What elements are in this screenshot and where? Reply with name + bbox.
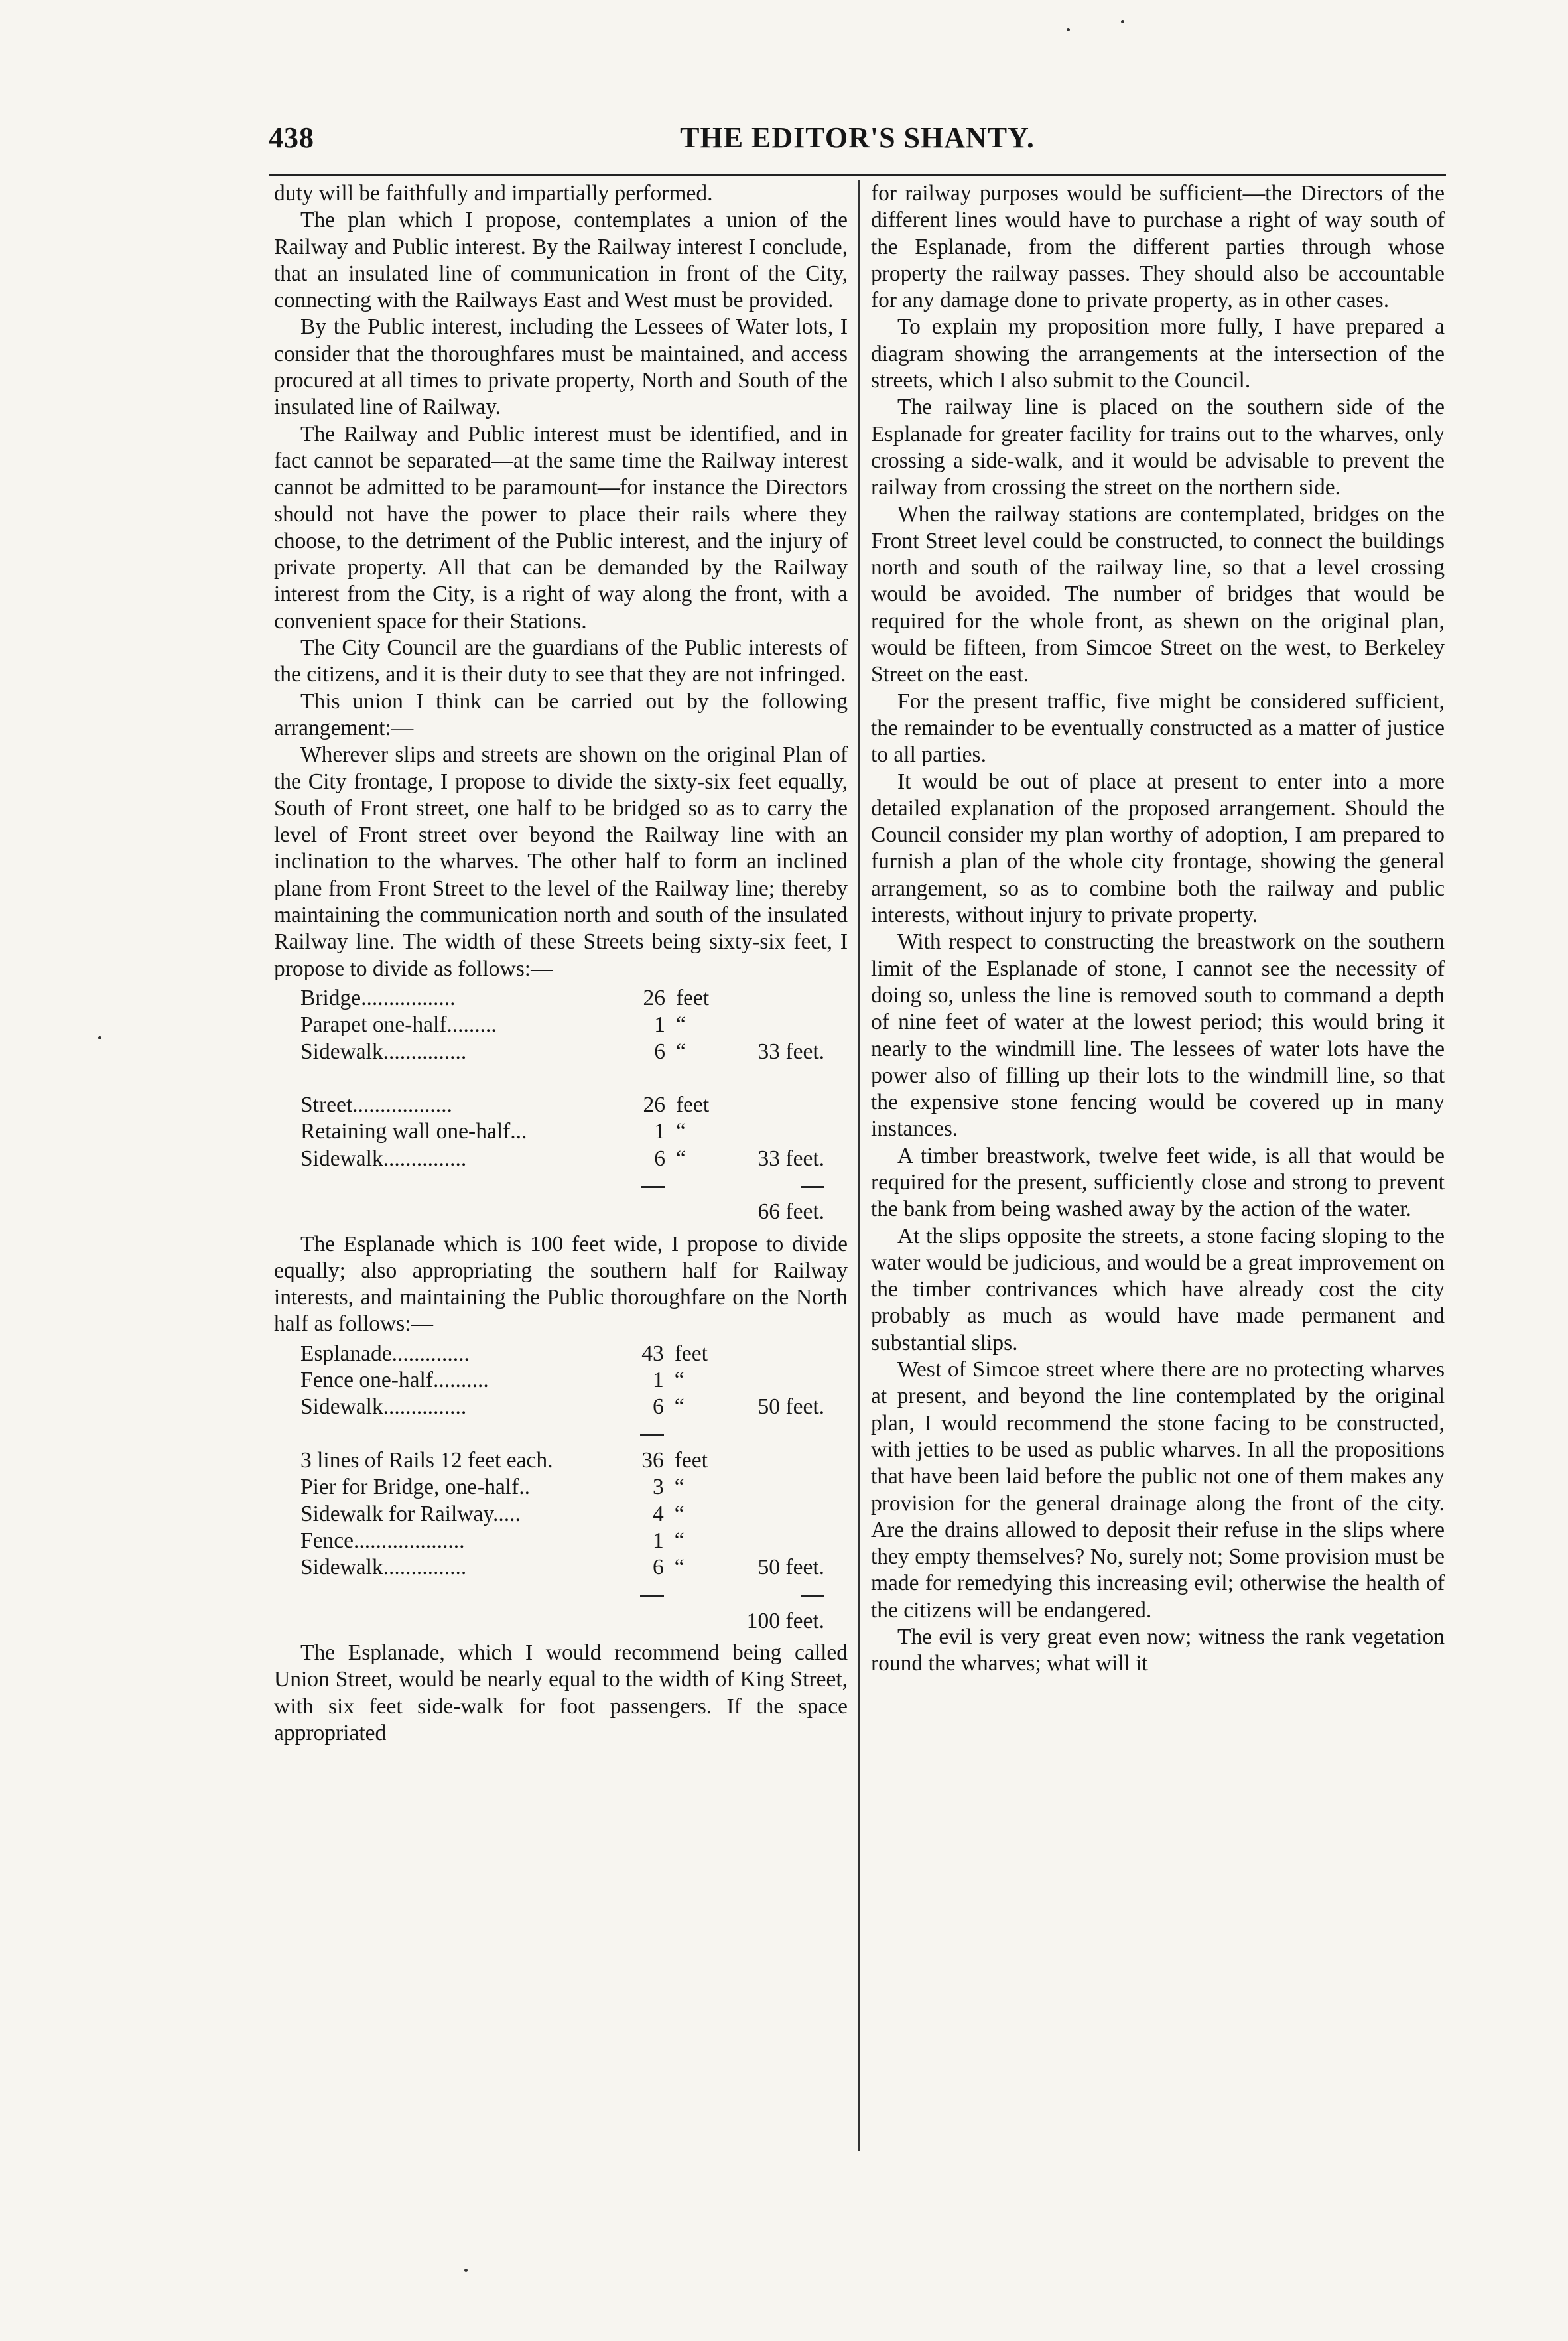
row-value: 1 [654, 1119, 665, 1144]
table-row [300, 1528, 824, 1554]
paragraph: The Esplanade, which I would recommend being called Union Street, would be nearly equal to the width of King Street, with six feet side-walk for foot passengers. If the space appropriated [274, 1640, 848, 1745]
row-total [749, 1092, 824, 1118]
row-value: 6 [654, 1039, 665, 1064]
table-row [300, 1039, 824, 1065]
grand-total: 100 feet. [746, 1608, 824, 1633]
row-value: 1 [653, 1368, 664, 1393]
row-total [749, 1012, 824, 1038]
paragraph: The Railway and Public interest must be identified, and in fact cannot be separated—at the same time the Railway interest cannot be admitted to be paramount—for instance the Directors should not have the power to place their rails where they choose, to the detriment of the Public interest, and the injury of private property. All that can be demanded by the Railway interest from the City, is a right of way along the front, with a convenient space for their Stations. [274, 421, 848, 634]
row-total: 33 feet. [757, 1039, 824, 1064]
table-row [300, 1474, 824, 1501]
row-value: 3 [653, 1475, 664, 1500]
sum-rule [640, 1595, 664, 1597]
running-title: THE EDITOR'S SHANTY. [680, 121, 1035, 154]
paragraph: for railway purposes would be sufficient—the Directors of the different lines would have to purchase a right of way south of the Esplanade, from the different parties through whose property the railway passes. They should also be accountable for any damage done to private property, as in other cases. [871, 181, 1445, 313]
row-value: 6 [654, 1146, 665, 1171]
row-total: 33 feet. [757, 1146, 824, 1171]
row-value: 43 [641, 1341, 664, 1366]
row-label: Street.................. [300, 1093, 452, 1118]
row-label: Parapet one-half......... [300, 1012, 497, 1037]
row-total [749, 985, 824, 1012]
row-total [747, 1474, 824, 1501]
row-unit: “ [674, 1501, 685, 1526]
scan-speck [98, 1036, 101, 1039]
paragraph: A timber breastwork, twelve feet wide, is all that would be required for the present, sufficiently close and strong to prevent the bank from being washed away by the action of the water. [871, 1143, 1445, 1222]
row-label: Sidewalk............... [300, 1555, 467, 1580]
table-row [300, 1012, 824, 1038]
table-row [300, 1118, 824, 1145]
paragraph: When the railway stations are contemplated, bridges on the Front Street level could be constructed, to connect the buildings north and south of the railway line, so that a level crossing would be avoided. The number of bridges that would be required for the whole front, as shewn on the original plan, would be fifteen, from Simcoe Street on the west, to Berkeley Street on the east. [871, 502, 1445, 687]
table-row [300, 1394, 824, 1420]
row-unit: “ [676, 1146, 686, 1171]
row-unit: feet [676, 1093, 710, 1118]
sum-rule [801, 1186, 824, 1188]
row-value: 6 [653, 1394, 664, 1420]
sum-rule [641, 1186, 665, 1188]
row-value: 6 [653, 1555, 664, 1580]
row-unit: “ [676, 1039, 686, 1064]
left-column [274, 180, 848, 1747]
row-label: Retaining wall one-half... [300, 1119, 527, 1144]
row-value: 1 [654, 1012, 665, 1037]
row-unit: “ [674, 1394, 685, 1420]
table-row [300, 985, 824, 1012]
row-label: Pier for Bridge, one-half.. [300, 1475, 531, 1500]
paragraph: The railway line is placed on the southern side of the Esplanade for greater facility for trains out to the wharves, only crossing a side-walk, and it would be advisable to prevent the railway from crossing the street on the northern side. [871, 395, 1445, 500]
row-value: 1 [653, 1528, 664, 1553]
row-total [749, 1118, 824, 1145]
scan-speck [1067, 28, 1070, 31]
row-value: 26 [643, 1093, 665, 1118]
row-unit: “ [674, 1555, 685, 1580]
table-row [300, 1447, 824, 1474]
paragraph: To explain my proposition more fully, I have prepared a diagram showing the arrangements at the intersection of the streets, which I also submit to the Council. [871, 314, 1445, 393]
paragraph: The plan which I propose, contemplates a union of the Railway and Public interest. By the Railway interest I conclude, that an insulated line of communication in front of the City, connecting with the Railways East and West must be provided. [274, 208, 848, 313]
row-label: Bridge................. [300, 985, 456, 1010]
row-unit: “ [674, 1368, 685, 1393]
scan-speck [464, 2269, 468, 2272]
table-rule-row [300, 1172, 824, 1199]
paragraph: The evil is very great even now; witness the rank vegetation round the wharves; what will it [871, 1625, 1445, 1676]
row-total: 50 feet. [757, 1394, 824, 1420]
paragraph: West of Simcoe street where there are no protecting wharves at present, and beyond the line contemplated by the original plan, I would recommend the stone facing to be constructed, with jetties to be used as public wharves. In all the propositions that have been laid before the public not one of them makes any provision for the general drainage along the front of the city. Are the drains allowed to deposit their refuse in the slips where they empty themselves? No, surely not; Some provision must be made for remedying this increasing evil; otherwise the health of the citizens will be endangered. [871, 1357, 1445, 1623]
row-unit: “ [676, 1012, 686, 1037]
row-label: Sidewalk............... [300, 1394, 467, 1420]
table-row [300, 1092, 824, 1118]
running-header [269, 121, 1446, 167]
table-rule-row [300, 1421, 824, 1447]
table-row [300, 1367, 824, 1394]
paragraph: This union I think can be carried out by the following arrangement:— [274, 689, 848, 740]
table-total-row [300, 1608, 824, 1635]
row-label: Esplanade.............. [300, 1341, 470, 1366]
page-number: 438 [269, 121, 314, 154]
paragraph: The Esplanade which is 100 feet wide, I propose to divide equally; also appropriating the southern half for Railway interests, and maintaining the Public thoroughfare on the North half as follows:— [274, 1231, 848, 1337]
paragraph: Wherever slips and streets are shown on the original Plan of the City frontage, I propose to divide the sixty-six feet equally, South of Front street, one half to be bridged so as to carry the level of Front street over beyond the Railway line with an inclination to the wharves. The other half to form an inclined plane from Front Street to the level of the Railway line; thereby maintaining the communication north and south of the insulated Railway line. The width of these Streets being sixty-six feet, I propose to divide as follows:— [274, 742, 848, 981]
paragraph: With respect to constructing the breastwork on the southern limit of the Esplanade of stone, I cannot see the necessity of doing so, unless the line is removed south to command a depth of nine feet of water at the lowest period; this would bring it nearly to the windmill line. The lessees of water lots have the power also of filling up their lots to the windmill line, so that the expensive stone fencing would be covered up in many instances. [871, 929, 1445, 1142]
row-unit: feet [676, 985, 710, 1010]
row-label: 3 lines of Rails 12 feet each. [300, 1447, 553, 1473]
paragraph: At the slips opposite the streets, a stone facing sloping to the water would be judicious, and would be a great improvement on the timber contrivances which have already cost the city probably as much as would have made permanent and substantial slips. [871, 1223, 1445, 1355]
row-total [747, 1528, 824, 1554]
sum-rule [640, 1434, 664, 1436]
row-unit: feet [674, 1447, 708, 1473]
row-label: Sidewalk............... [300, 1146, 467, 1171]
row-unit: “ [676, 1119, 686, 1144]
paragraph: For the present traffic, five might be considered sufficient, the remainder to be eventually constructed as a matter of justice to all parties. [871, 689, 1445, 768]
row-label: Fence one-half.......... [300, 1368, 489, 1393]
paragraph: It would be out of place at present to enter into a more detailed explanation of the proposed arrangement. Should the Council consider my plan worthy of adoption, I am prepared to furnish a plan of the whole city frontage, showing the general arrangement, so as to combine both the railway and public interests, without injury to private property. [871, 769, 1445, 928]
row-label: Sidewalk............... [300, 1039, 467, 1064]
right-column [871, 180, 1445, 1678]
row-total [747, 1341, 824, 1367]
table-spacer [300, 1065, 824, 1092]
row-total [747, 1367, 824, 1394]
paragraph: The City Council are the guardians of the Public interests of the citizens, and it is their duty to see that they are not infringed. [274, 635, 848, 687]
table-row [300, 1501, 824, 1528]
row-total [747, 1501, 824, 1528]
row-total: 50 feet. [757, 1555, 824, 1580]
row-total [747, 1447, 824, 1474]
scan-speck [1121, 20, 1124, 23]
paragraph: By the Public interest, including the Lessees of Water lots, I consider that the thoroughfares must be maintained, and access procured at all times to private property, North and South of the insulated line of Railway. [274, 314, 848, 420]
header-rule [269, 174, 1446, 176]
sum-rule [801, 1595, 824, 1597]
table-row [300, 1341, 824, 1367]
row-value: 36 [641, 1447, 664, 1473]
row-value: 4 [653, 1501, 664, 1526]
row-label: Sidewalk for Railway..... [300, 1501, 521, 1526]
table-rule-row [300, 1581, 824, 1607]
grand-total: 66 feet. [757, 1199, 824, 1225]
column-divider [858, 180, 860, 2151]
row-unit: feet [674, 1341, 708, 1366]
paragraph: duty will be faithfully and impartially performed. [274, 181, 713, 206]
table-row [300, 1554, 824, 1581]
street-width-table [300, 985, 824, 1226]
table-row [300, 1146, 824, 1172]
row-unit: “ [674, 1475, 685, 1500]
row-unit: “ [674, 1528, 685, 1553]
esplanade-width-table [300, 1341, 824, 1635]
row-value: 26 [643, 985, 665, 1010]
table-total-row [300, 1199, 824, 1225]
row-label: Fence.................... [300, 1528, 465, 1553]
